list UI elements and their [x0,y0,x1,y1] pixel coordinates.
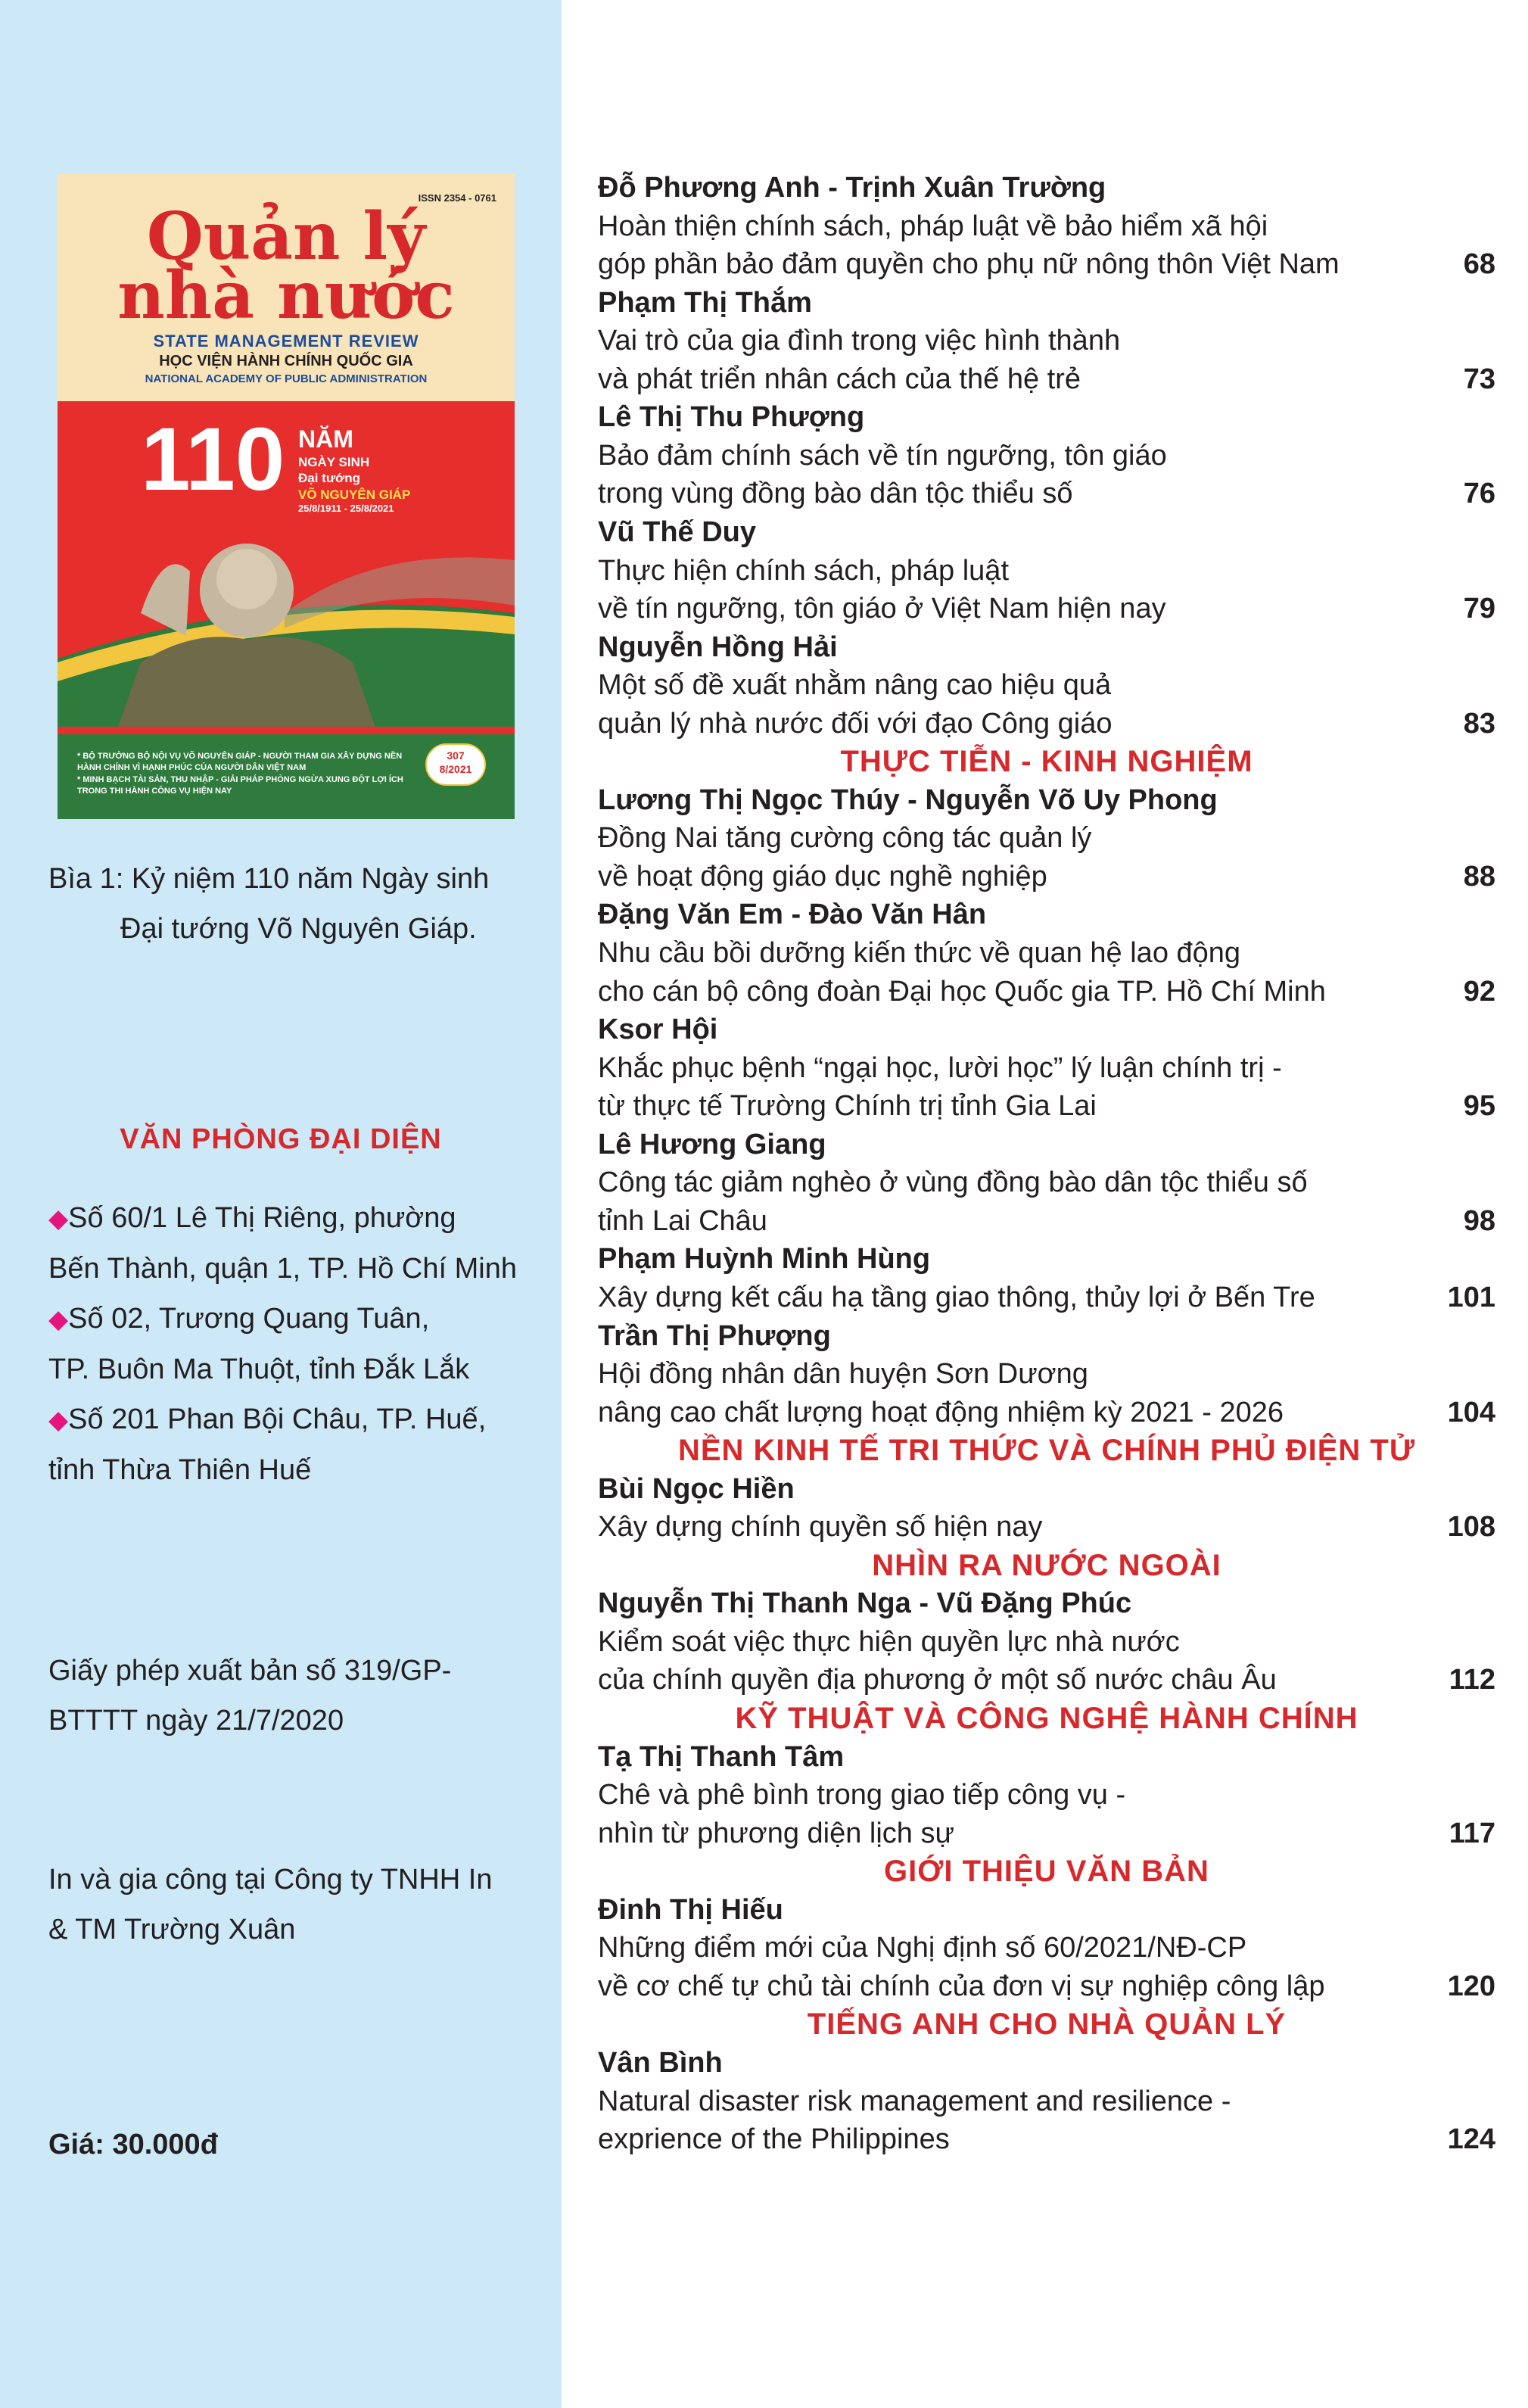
toc-title-row [598,437,1495,475]
toc-article-title: Hội đồng nhân dân huyện Sơn Dương [598,1358,1088,1390]
toc-article-title: trong vùng đồng bào dân tộc thiểu số [598,478,1073,509]
toc-section-heading: KỸ THUẬT VÀ CÔNG NGHỆ HÀNH CHÍNH [735,1702,1358,1735]
toc-author: Ksor Hội [598,1014,718,1045]
toc-page-number: 117 [1449,1818,1495,1849]
cover-academy-vn: HỌC VIỆN HÀNH CHÍNH QUỐC GIA [159,353,413,369]
toc-title-row [598,1929,1495,1967]
toc-author-row [598,1240,1495,1278]
diamond-bullet-icon: ◆ [48,1305,69,1334]
toc-article-title: Vai trò của gia đình trong việc hình thành [598,325,1121,357]
toc-author-row [598,284,1495,322]
office-address: ◆Số 02, Trương Quang Tuân, [48,1303,430,1335]
toc-author: Bùi Ngọc Hiền [598,1473,795,1505]
toc-title-row [598,207,1495,245]
toc-author-row [598,1126,1495,1164]
toc-author-row [598,896,1495,933]
toc-title-row [598,322,1495,360]
toc-title-row [598,552,1495,590]
toc-page-number: 68 [1463,248,1495,280]
toc-title-row [598,1815,1495,1852]
toc-author-row [598,1738,1495,1776]
toc-author-row [598,1470,1495,1508]
cover-anniversary-line2: Đại tướng [298,471,361,486]
toc-article-title: của chính quyền địa phương ở một số nước châu Âu [598,1664,1277,1696]
toc-author: Đinh Thị Hiếu [598,1894,783,1926]
toc-article-title: cho cán bộ công đoàn Đại học Quốc gia TP. Hồ Chí Minh [598,976,1326,1008]
toc-section-heading: GIỚI THIỆU VĂN BẢN [884,1855,1209,1888]
office-address-cont: tỉnh Thừa Thiên Huế [48,1454,312,1486]
office-address: ◆Số 201 Phan Bội Châu, TP. Huế, [48,1403,487,1435]
toc-author-row [598,1317,1495,1355]
toc-article-title: Nhu cầu bồi dưỡng kiến thức về quan hệ lao động [598,937,1241,969]
toc-title-row [598,1776,1495,1814]
cover-caption-line: Đại tướng Võ Nguyên Giáp. [120,913,477,945]
price: Giá: 30.000đ [48,2129,218,2160]
toc-section-heading: NHÌN RA NƯỚC NGOÀI [872,1549,1221,1582]
cover-title-line2: nhà nước [117,257,455,334]
diamond-bullet-icon: ◆ [48,1204,69,1233]
toc-article-title: Xây dựng chính quyền số hiện nay [598,1511,1043,1543]
cover-anniversary-name: VÕ NGUYÊN GIÁP [298,487,411,502]
toc-article-title: Khắc phục bệnh “ngại học, lười học” lý luận chính trị - [598,1052,1282,1084]
cover-note: * BỘ TRƯỞNG BỘ NỘI VỤ VÕ NGUYÊN GIÁP - NGƯỜI THAM GIA XÂY DỰNG NỀN HÀNH CHÍNH VÌ HẠNH PHÚC CỦA NGƯỜI DÂN VIỆT NAM [77,752,403,773]
cover-anniversary-number: 110 [141,410,285,509]
toc-article-title: về cơ chế tự chủ tài chính của đơn vị sự nghiệp công lập [598,1970,1325,2002]
toc-page-number: 124 [1447,2123,1495,2155]
toc-title-row [598,245,1495,283]
toc-page-number: 112 [1449,1664,1495,1696]
toc-article-title: từ thực tế Trường Chính trị tỉnh Gia Lai [598,1090,1097,1122]
toc-title-row [598,819,1495,857]
toc-author: Trần Thị Phượng [598,1320,831,1352]
toc-author-row [598,398,1495,436]
toc-author: Nguyễn Thị Thanh Nga - Vũ Đặng Phúc [598,1587,1132,1619]
cover-note: * MINH BẠCH TÀI SẢN, THU NHẬP - GIẢI PHÁP PHÒNG NGỪA XUNG ĐỘT LỢI ÍCH TRONG THI HÀNH CÔNG VỤ HIỆN NAY [77,774,403,796]
toc-title-row [598,973,1495,1011]
toc-article-title: quản lý nhà nước đối với đạo Công giáo [598,708,1113,740]
toc-title-row [598,360,1495,398]
toc-page-number: 76 [1463,478,1495,509]
toc-author-row [598,2044,1495,2082]
toc-title-row [598,705,1495,743]
diamond-bullet-icon: ◆ [48,1406,69,1435]
toc-article-title: Một số đề xuất nhằm nâng cao hiệu quả [598,669,1112,701]
toc-title-row [598,2082,1495,2120]
toc-page-number: 98 [1463,1205,1495,1237]
toc-title-row [598,1202,1495,1240]
toc-author-row [598,513,1495,551]
cover-academy-en: NATIONAL ACADEMY OF PUBLIC ADMINISTRATION [145,372,428,385]
toc-article-title: exprience of the Philippines [598,2123,950,2155]
toc-author: Lê Hương Giang [598,1129,826,1160]
cover-subtitle-en: STATE MANAGEMENT REVIEW [153,332,419,350]
license-line: Giấy phép xuất bản số 319/GP- [48,1655,452,1687]
toc-author: Lương Thị Ngọc Thúy - Nguyễn Võ Uy Phong [598,784,1218,816]
toc-title-row [598,1087,1495,1125]
toc-section-heading: NỀN KINH TẾ TRI THỨC VÀ CHÍNH PHỦ ĐIỆN TỬ [677,1434,1416,1467]
toc-article-title: Hoàn thiện chính sách, pháp luật về bảo hiểm xã hội [598,210,1268,242]
toc-article-title: nhìn từ phương diện lịch sự [598,1818,954,1849]
toc-section-heading: THỰC TIỄN - KINH NGHIỆM [840,745,1253,778]
toc-page-number: 120 [1447,1970,1495,2002]
cover-issn: ISSN 2354 - 0761 [418,192,496,204]
toc-page-number: 101 [1447,1282,1495,1313]
toc-title-row [598,1164,1495,1201]
toc-author-row [598,1891,1495,1929]
toc-article-title: về tín ngưỡng, tôn giáo ở Việt Nam hiện nay [598,593,1166,625]
toc-page-number: 108 [1447,1511,1495,1543]
toc-title-row [598,858,1495,896]
cover-anniversary-line1: NGÀY SINH [298,455,370,469]
office-address-cont: TP. Buôn Ma Thuột, tỉnh Đắk Lắk [48,1354,470,1385]
office-address: ◆Số 60/1 Lê Thị Riêng, phường [48,1202,456,1234]
cover-anniversary-dates: 25/8/1911 - 25/8/2021 [298,502,394,514]
office-address-cont: Bến Thành, quận 1, TP. Hồ Chí Minh [48,1253,517,1285]
cover-issue-date: 8/2021 [439,762,472,775]
toc-article-title: góp phần bảo đảm quyền cho phụ nữ nông thôn Việt Nam [598,248,1340,280]
toc-title-row [598,1623,1495,1661]
toc-article-title: Xây dựng kết cấu hạ tầng giao thông, thủy lợi ở Bến Tre [598,1282,1315,1313]
toc-page-number: 95 [1463,1090,1495,1122]
toc-article-title: tỉnh Lai Châu [598,1205,767,1237]
toc-page-number: 88 [1463,861,1495,892]
toc-article-title: Bảo đảm chính sách về tín ngưỡng, tôn giáo [598,440,1167,472]
toc-author: Phạm Huỳnh Minh Hùng [598,1243,931,1275]
toc-author: Vũ Thế Duy [598,516,757,548]
toc-title-row [598,666,1495,704]
toc-article-title: Natural disaster risk management and resilience - [598,2086,1231,2117]
toc-title-row [598,934,1495,972]
toc-author: Đỗ Phương Anh - Trịnh Xuân Trường [598,172,1106,204]
printer-line: In và gia công tại Công ty TNHH In [48,1864,493,1896]
toc-title-row [598,1661,1495,1699]
toc-article-title: Kiểm soát việc thực hiện quyền lực nhà nước [598,1626,1180,1658]
toc-author-row [598,169,1495,207]
toc-page-number: 83 [1463,708,1495,740]
toc-article-title: Công tác giảm nghèo ở vùng đồng bào dân tộc thiểu số [598,1167,1308,1198]
toc-author-row [598,628,1495,666]
toc-section-heading: TIẾNG ANH CHO NHÀ QUẢN LÝ [807,2008,1287,2041]
office-title: VĂN PHÒNG ĐẠI DIỆN [120,1123,442,1155]
toc-title-row [598,475,1495,512]
toc-article-title: Những điểm mới của Nghị định số 60/2021/NĐ-CP [598,1932,1247,1964]
toc-author: Phạm Thị Thắm [598,287,812,319]
toc-title-row [598,2120,1495,2158]
toc-author: Vân Bình [598,2047,723,2079]
toc-author: Lê Thị Thu Phượng [598,401,865,433]
toc-title-row [598,1508,1495,1546]
toc-title-row [598,1049,1495,1087]
toc-page-number: 73 [1463,363,1495,395]
cover-title-line1: Quản lý [146,198,426,275]
toc-author: Tạ Thị Thanh Tâm [598,1741,845,1773]
toc-author: Đặng Văn Em - Đào Văn Hân [598,899,987,930]
cover-issue-number: 307 [447,749,465,762]
toc-article-title: nâng cao chất lượng hoạt động nhiệm kỳ 2021 - 2026 [598,1397,1284,1428]
toc-article-title: Đồng Nai tăng cường công tác quản lý [598,822,1092,854]
toc-author-row [598,781,1495,819]
cover-caption-line: Bìa 1: Kỷ niệm 110 năm Ngày sinh [48,863,490,895]
toc-page-number: 104 [1447,1397,1495,1428]
toc-page-number: 92 [1463,976,1495,1008]
license-line: BTTTT ngày 21/7/2020 [48,1705,344,1737]
toc-author-row [598,1011,1495,1048]
toc-title-row [598,590,1495,628]
printer-line: & TM Trường Xuân [48,1914,296,1945]
toc-title-row [598,1279,1495,1316]
toc-article-title: về hoạt động giáo dục nghề nghiệp [598,861,1047,892]
toc-author: Nguyễn Hồng Hải [598,631,838,663]
cover-anniversary-unit: NĂM [298,425,353,453]
toc-title-row [598,1967,1495,2005]
toc-page-number: 79 [1463,593,1495,625]
toc-title-row [598,1355,1495,1393]
toc-article-title: Thực hiện chính sách, pháp luật [598,555,1010,587]
toc-title-row [598,1394,1495,1431]
toc-article-title: và phát triển nhân cách của thế hệ trẻ [598,363,1081,395]
toc-author-row [598,1584,1495,1622]
toc-article-title: Chê và phê bình trong giao tiếp công vụ - [598,1779,1126,1811]
